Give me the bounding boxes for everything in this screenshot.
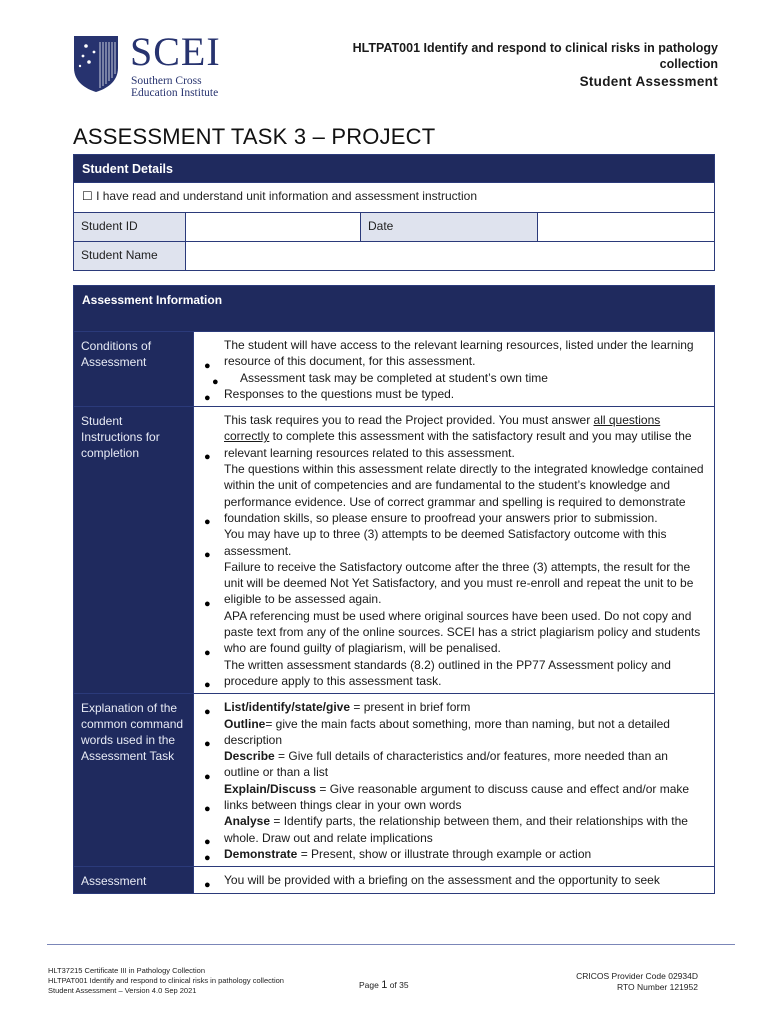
header-unit-info — [288, 40, 718, 89]
bullet-icon: ● — [204, 392, 211, 405]
bullet-icon: ● — [204, 679, 211, 692]
cricos-code: CRICOS Provider Code 02934D — [576, 971, 698, 981]
bullet-icon: ● — [204, 705, 211, 718]
student-id-label: Student ID — [74, 213, 186, 242]
list-item: ● List/identify/state/give = present in brief form — [204, 700, 471, 718]
shield-crest-icon — [72, 34, 120, 94]
list-item: ● Responses to the questions must be typed. — [204, 386, 455, 405]
bullet-icon: ● — [204, 516, 211, 529]
rto-number: RTO Number 121952 — [617, 982, 698, 992]
unit-title-line2: collection — [659, 57, 718, 71]
footer-provider-info — [576, 971, 698, 993]
assessment-information-table — [73, 285, 715, 894]
list-item: ● Outline= give the main facts about something, more than naming, but not a detailed description — [204, 716, 670, 751]
list-item: ● This task requires you to read the Project provided. You must answer all questions correctly to complete this assessment with the satisfactory result and you may utilise the relevant learning resources related to this assessment. — [204, 413, 692, 464]
list-item: ● The written assessment standards (8.2) outlined in the PP77 Assessment policy and procedure apply to this assessment task. — [204, 657, 671, 692]
student-name-field[interactable] — [186, 242, 715, 271]
date-label: Date — [361, 213, 538, 242]
student-details-table — [73, 154, 715, 271]
acknowledgement-checkbox[interactable]: ☐ I have read and understand unit information and assessment instruction — [74, 183, 715, 213]
bullet-icon: ● — [204, 738, 211, 751]
page-title: ASSESSMENT TASK 3 – PROJECT — [73, 124, 436, 149]
assessment-information-header: Assessment Information — [74, 286, 715, 332]
bullet-icon: ● — [204, 835, 211, 848]
bullet-icon: ● — [204, 646, 211, 659]
student-details-header: Student Details — [74, 155, 715, 183]
bullet-icon: ● — [204, 878, 211, 891]
conditions-label: Conditions of Assessment — [74, 332, 194, 407]
bullet-icon: ● — [204, 597, 211, 610]
scei-logo — [72, 29, 242, 99]
command-words-label: Explanation of the common command words used in the Assessment Task — [74, 694, 194, 867]
footer-course-info — [48, 966, 284, 996]
list-item: ● Failure to receive the Satisfactory outcome after the three (3) attempts, the result for the unit will be deemed Not Yet Satisfactory, and you must re-enroll and repeat the unit to be eligible to be assessed again. — [204, 559, 694, 610]
footer-course-line: HLT37215 Certificate III in Pathology Collection — [48, 966, 206, 975]
logo-subtitle-line1: Southern Cross — [131, 75, 202, 87]
list-item: ● The student will have access to the relevant learning resources, listed under the learning resource of this document, for this assessment. — [204, 338, 694, 372]
assessment-row-label: Assessment — [74, 867, 194, 894]
bullet-icon: ● — [204, 852, 211, 865]
bullet-icon: ● — [204, 770, 211, 783]
logo-wordmark: SCEI — [130, 29, 221, 74]
unit-title-line1: HLTPAT001 Identify and respond to clinical risks in pathology — [352, 41, 718, 55]
page-number: Page 1 of 35 — [359, 979, 409, 991]
list-item: ● Describe = Give full details of characteristics and/or features, more needed than an outline or than a list — [204, 749, 668, 783]
list-item: ● You will be provided with a briefing on the assessment and the opportunity to seek — [204, 873, 660, 891]
doc-type-label: Student Assessment — [579, 74, 718, 89]
student-id-field[interactable] — [186, 213, 361, 242]
student-name-label: Student Name — [74, 242, 186, 271]
all-questions-correctly-emphasis: all questions correctly — [224, 413, 661, 444]
bullet-icon: ● — [204, 548, 211, 561]
list-item: ● You may have up to three (3) attempts to be deemed Satisfactory outcome with this assessment. — [204, 527, 667, 561]
footer-divider — [47, 944, 735, 945]
assessment-row-list — [200, 872, 704, 891]
list-item: ● APA referencing must be used where original sources have been used. Do not copy and paste text from any of the online sources. SCEI has a strict plagiarism policy and students who are found guilty of plagiarism, will be penalised. — [204, 608, 701, 659]
instructions-content — [194, 407, 715, 694]
footer-version-line: Student Assessment – Version 4.0 Sep 2021 — [48, 986, 197, 995]
list-item: ● Explain/Discuss = Give reasonable argument to discuss cause and effect and/or make links between things clear in your own words — [204, 781, 690, 816]
conditions-content — [194, 332, 715, 407]
list-item: ● Analyse = Identify parts, the relationship between them, and their relationships with the whole. Draw out and relate implications — [204, 814, 688, 848]
assessment-row-content — [194, 867, 715, 894]
conditions-list — [200, 337, 704, 405]
command-words-list — [200, 699, 704, 865]
instructions-list — [200, 412, 704, 692]
bullet-icon: ● — [212, 375, 219, 388]
bullet-icon: ● — [204, 803, 211, 816]
list-item: ● Demonstrate = Present, show or illustrate through example or action — [204, 846, 592, 865]
instructions-label: Student Instructions for completion — [74, 407, 194, 694]
current-page: 1 — [381, 979, 388, 991]
date-field[interactable] — [538, 213, 715, 242]
command-words-content — [194, 694, 715, 867]
bullet-icon: ● — [204, 359, 211, 372]
bullet-icon: ● — [204, 451, 211, 464]
footer-unit-line: HLTPAT001 Identify and respond to clinical risks in pathology collection — [48, 976, 284, 985]
list-item: ● Assessment task may be completed at student’s own time — [212, 370, 548, 388]
list-item: ● The questions within this assessment relate directly to the integrated knowledge contained within the unit of competencies and are fundamental to the student’s knowledge and performance evidence. Use of correct grammar and spelling is required to demonstrate foundation skills, so please ensure to proofread your answers prior to submission. — [204, 462, 704, 529]
logo-subtitle-line2: Education Institute — [131, 87, 219, 99]
